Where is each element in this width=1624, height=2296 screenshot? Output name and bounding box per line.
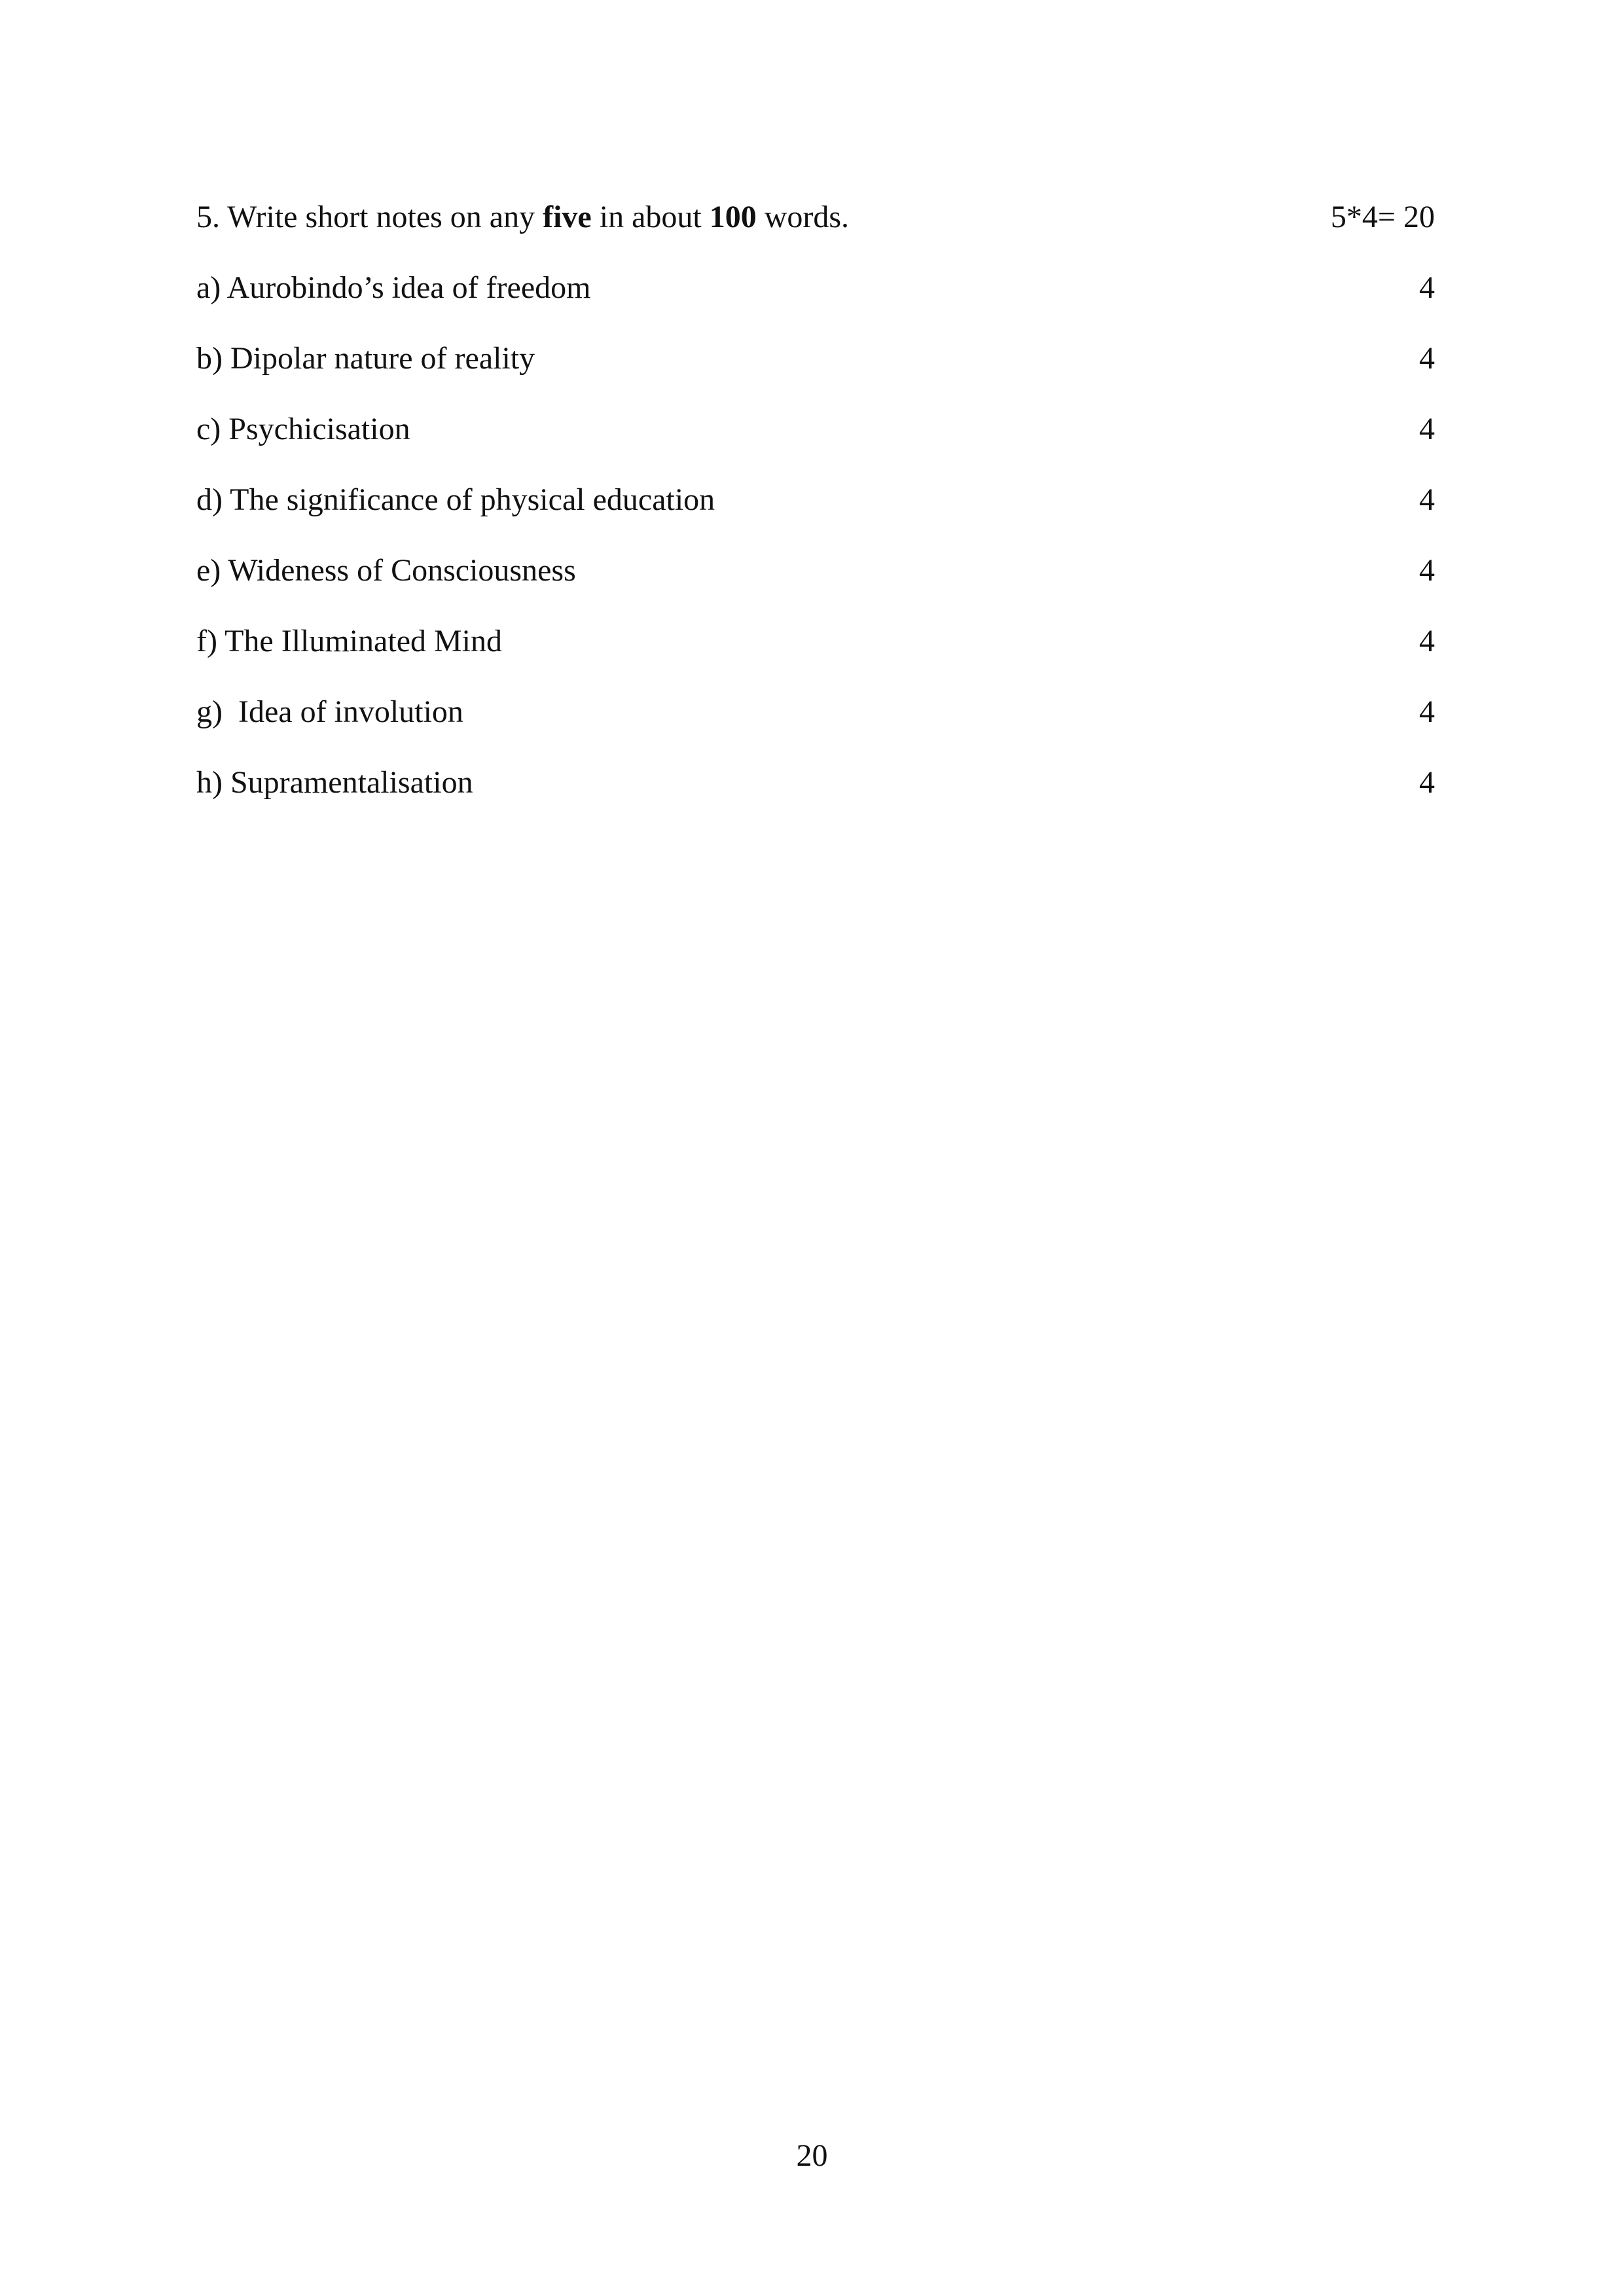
question-heading <box>196 196 849 238</box>
heading-bold-five: five <box>543 200 592 234</box>
item-marks: 4 <box>1419 341 1435 376</box>
item-label: a) Aurobindo’s idea of freedom <box>196 270 591 305</box>
question-total-marks: 5*4= 20 <box>1330 200 1435 234</box>
item-label: d) The significance of physical education <box>196 482 715 517</box>
item-marks: 4 <box>1419 694 1435 729</box>
item-marks: 4 <box>1419 765 1435 800</box>
item-label: e) Wideness of Consciousness <box>196 553 576 588</box>
heading-part-5: words. <box>756 200 850 234</box>
heading-bold-100: 100 <box>709 200 757 234</box>
item-marks: 4 <box>1419 482 1435 517</box>
item-marks: 4 <box>1419 553 1435 588</box>
item-row-g <box>196 691 1435 762</box>
item-label: f) The Illuminated Mind <box>196 624 503 658</box>
item-row-c <box>196 408 1435 479</box>
item-label: c) Psychicisation <box>196 412 410 446</box>
item-row-d <box>196 479 1435 550</box>
page-number: 20 <box>796 2138 828 2173</box>
item-row-h <box>196 762 1435 833</box>
item-marks: 4 <box>1419 270 1435 305</box>
heading-part-1: Write short notes on any <box>220 200 543 234</box>
question-heading-row <box>196 196 1435 267</box>
item-marks: 4 <box>1419 412 1435 446</box>
question-number: 5. <box>196 200 220 234</box>
heading-part-3: in about <box>591 200 710 234</box>
item-label: h) Supramentalisation <box>196 765 473 800</box>
question-5 <box>196 196 1435 833</box>
item-row-b <box>196 338 1435 408</box>
item-row-f <box>196 620 1435 691</box>
item-row-e <box>196 550 1435 620</box>
item-label: g) Idea of involution <box>196 694 463 729</box>
item-label: b) Dipolar nature of reality <box>196 341 535 376</box>
item-row-a <box>196 267 1435 338</box>
item-marks: 4 <box>1419 624 1435 658</box>
